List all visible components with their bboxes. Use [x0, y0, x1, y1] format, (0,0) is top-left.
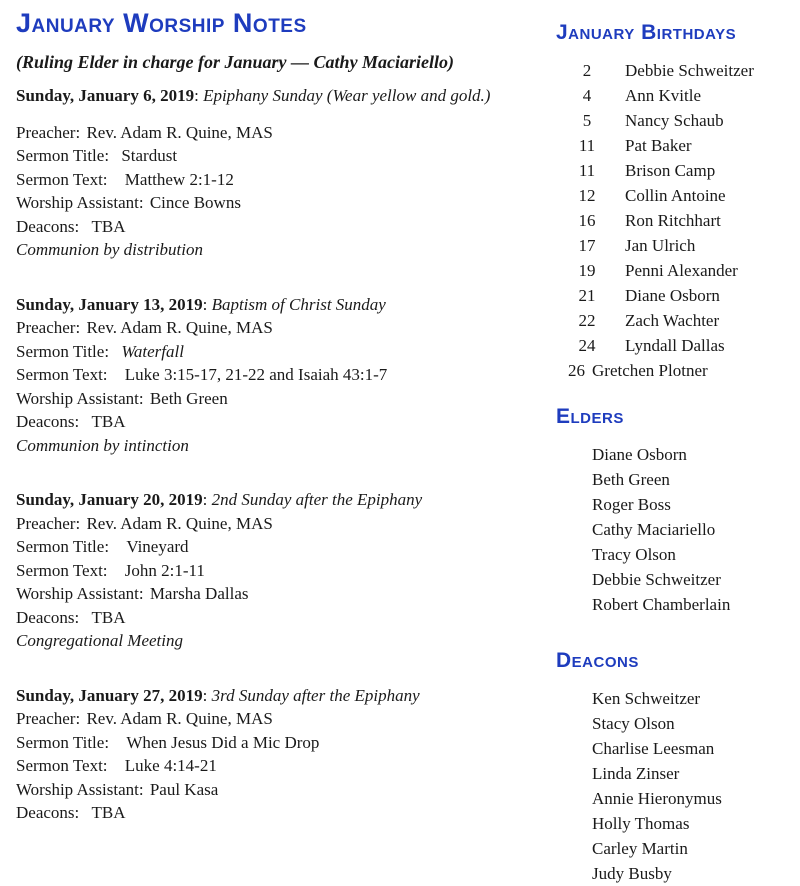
birthday-name: Pat Baker — [625, 136, 692, 155]
birthday-day: 12 — [578, 186, 596, 205]
service-heading — [16, 488, 546, 512]
deacons-label: Deacons: — [16, 412, 80, 431]
birthday-name: Gretchen Plotner — [592, 361, 708, 380]
sermon-title-line — [16, 535, 546, 559]
birthday-day: 16 — [578, 211, 596, 230]
deacon-name: Stacy Olson — [592, 714, 675, 733]
birthday-row — [554, 108, 800, 133]
worship-assistant-line — [16, 778, 546, 802]
birthday-name: Penni Alexander — [625, 261, 738, 280]
deacons-label: Deacons: — [16, 803, 80, 822]
birthday-day: 21 — [578, 286, 596, 305]
service-occasion: Baptism of Christ Sunday — [211, 294, 386, 314]
deacons-value: TBA — [91, 803, 126, 822]
preacher-line — [16, 512, 546, 536]
elders-section — [554, 404, 800, 617]
page-title: January Worship Notes — [16, 8, 307, 38]
deacon-name: Annie Hieronymus — [592, 789, 722, 808]
elder-name: Roger Boss — [592, 495, 671, 514]
preacher-value: Rev. Adam R. Quine, MAS — [86, 709, 273, 728]
sermon-text-label: Sermon Text: — [16, 365, 108, 384]
birthday-day: 5 — [582, 111, 592, 130]
sermon-text-line — [16, 363, 546, 387]
sermon-text-value: Luke 4:14-21 — [124, 756, 217, 775]
birthday-row — [554, 133, 800, 158]
birthday-row — [554, 358, 800, 383]
birthday-row — [554, 233, 800, 258]
service-note: Communion by intinction — [16, 435, 189, 455]
worship-notes-column — [16, 8, 546, 886]
worship-assistant-line — [16, 191, 546, 215]
worship-assistant-label: Worship Assistant: — [16, 388, 144, 408]
birthday-row — [554, 283, 800, 308]
birthday-day: 11 — [578, 161, 596, 180]
sermon-text-value: John 2:1-11 — [124, 560, 205, 580]
sermon-text-line — [16, 754, 546, 778]
deacon-name: Linda Zinser — [592, 764, 680, 783]
birthdays-section — [554, 20, 800, 383]
worship-assistant-line — [16, 387, 546, 411]
date-separator: : — [202, 490, 208, 509]
service-note: Communion by distribution — [16, 240, 204, 259]
birthday-row — [554, 308, 800, 333]
service-date: Sunday, January 20, 2019 — [16, 490, 203, 509]
sermon-title-line — [16, 731, 546, 755]
birthday-name: Jan Ulrich — [625, 236, 696, 255]
sermon-title-value: Stardust — [121, 146, 178, 165]
deacons-line — [16, 215, 546, 239]
date-separator: : — [202, 685, 208, 705]
deacons-label: Deacons: — [16, 216, 80, 236]
deacon-name: Holly Thomas — [592, 814, 690, 833]
deacons-line — [16, 606, 546, 630]
ruling-elder-subtitle: (Ruling Elder in charge for January — Cathy Maciariello) — [16, 52, 455, 72]
worship-assistant-value: Cince Bowns — [149, 193, 241, 212]
elder-name: Tracy Olson — [592, 545, 676, 564]
birthday-name: Debbie Schweitzer — [625, 61, 754, 80]
birthdays-title: January Birthdays — [556, 21, 737, 44]
sermon-text-label: Sermon Text: — [16, 169, 108, 189]
elder-name: Beth Green — [592, 470, 670, 489]
deacons-label: Deacons: — [16, 607, 80, 627]
service-block-jan-13 — [16, 293, 546, 458]
birthday-name: Brison Camp — [625, 161, 716, 180]
birthday-name: Diane Osborn — [625, 286, 720, 305]
sermon-title-line — [16, 144, 546, 168]
service-occasion: 2nd Sunday after the Epiphany — [211, 490, 423, 509]
sermon-text-line — [16, 559, 546, 583]
birthday-row — [554, 208, 800, 233]
sermon-title-label: Sermon Title: — [16, 341, 110, 361]
elder-name: Robert Chamberlain — [592, 595, 731, 614]
sermon-title-label: Sermon Title: — [16, 537, 110, 556]
birthday-row — [554, 183, 800, 208]
preacher-label: Preacher: — [16, 122, 81, 142]
deacon-name: Charlise Leesman — [592, 739, 715, 758]
worship-assistant-label: Worship Assistant: — [16, 779, 144, 799]
birthday-row — [554, 333, 800, 358]
birthday-row — [554, 258, 800, 283]
service-date: Sunday, January 27, 2019 — [16, 685, 203, 705]
service-heading — [16, 84, 546, 108]
preacher-label: Preacher: — [16, 318, 81, 337]
deacons-title: Deacons — [556, 649, 639, 672]
birthday-name: Zach Wachter — [625, 311, 720, 330]
deacon-name: Ken Schweitzer — [592, 689, 701, 708]
service-block-jan-27 — [16, 684, 546, 825]
worship-assistant-value: Beth Green — [149, 388, 228, 408]
elder-name: Debbie Schweitzer — [592, 570, 721, 589]
birthday-day: 24 — [578, 336, 596, 355]
elder-name: Diane Osborn — [592, 445, 687, 464]
sermon-text-value: Luke 3:15-17, 21-22 and Isaiah 43:1-7 — [124, 365, 388, 384]
preacher-label: Preacher: — [16, 513, 81, 533]
elders-list — [554, 442, 800, 617]
service-date: Sunday, January 13, 2019 — [16, 294, 203, 314]
deacons-value: TBA — [91, 216, 126, 236]
preacher-line — [16, 707, 546, 731]
birthday-day: 11 — [578, 136, 596, 155]
sermon-title-value: When Jesus Did a Mic Drop — [126, 732, 320, 752]
service-date: Sunday, January 6, 2019 — [16, 86, 195, 105]
preacher-line — [16, 316, 546, 340]
preacher-line — [16, 121, 546, 145]
birthday-name: Lyndall Dallas — [625, 336, 725, 355]
date-separator: : — [202, 294, 208, 314]
service-block-jan-6 — [16, 84, 546, 262]
deacons-value: TBA — [91, 607, 126, 627]
worship-assistant-line — [16, 582, 546, 606]
deacons-section — [554, 648, 800, 886]
sermon-text-label: Sermon Text: — [16, 560, 108, 580]
sermon-text-line — [16, 168, 546, 192]
sermon-text-value: Matthew 2:1-12 — [124, 169, 234, 189]
birthday-row — [554, 158, 800, 183]
service-occasion: Epiphany Sunday (Wear yellow and gold.) — [203, 86, 491, 105]
birthday-name: Nancy Schaub — [625, 111, 724, 130]
worship-assistant-label: Worship Assistant: — [16, 193, 144, 212]
birthday-row — [554, 58, 800, 83]
service-heading — [16, 293, 546, 317]
elders-title: Elders — [556, 405, 624, 428]
birthday-name: Ann Kvitle — [625, 86, 702, 105]
worship-assistant-value: Paul Kasa — [149, 779, 219, 799]
preacher-value: Rev. Adam R. Quine, MAS — [86, 318, 273, 337]
sermon-title-label: Sermon Title: — [16, 146, 110, 165]
birthday-day: 17 — [578, 236, 596, 255]
sermon-title-line — [16, 340, 546, 364]
service-note: Congregational Meeting — [16, 631, 183, 650]
birthday-day: 2 — [582, 61, 592, 80]
deacons-line — [16, 410, 546, 434]
preacher-value: Rev. Adam R. Quine, MAS — [86, 513, 273, 533]
date-separator: : — [194, 86, 199, 105]
service-block-jan-20 — [16, 488, 546, 653]
deacons-line — [16, 801, 546, 825]
worship-assistant-value: Marsha Dallas — [149, 584, 249, 603]
birthday-day: 4 — [582, 86, 592, 105]
preacher-label: Preacher: — [16, 709, 81, 728]
birthday-day: 22 — [578, 311, 596, 330]
elder-name: Cathy Maciariello — [592, 520, 716, 539]
preacher-value: Rev. Adam R. Quine, MAS — [86, 122, 273, 142]
service-heading — [16, 684, 546, 708]
deacon-name: Carley Martin — [592, 839, 688, 858]
birthday-row — [554, 83, 800, 108]
sermon-title-value: Waterfall — [121, 341, 184, 361]
birthdays-list — [554, 58, 800, 383]
sidebar-column — [554, 8, 800, 886]
deacon-name: Judy Busby — [592, 864, 672, 883]
birthday-day: 26 — [568, 361, 585, 380]
sermon-title-value: Vineyard — [126, 537, 189, 556]
birthday-name: Collin Antoine — [625, 186, 726, 205]
birthday-day: 19 — [578, 261, 596, 280]
birthday-name: Ron Ritchhart — [625, 211, 721, 230]
deacons-value: TBA — [91, 412, 126, 431]
worship-assistant-label: Worship Assistant: — [16, 584, 144, 603]
sermon-title-label: Sermon Title: — [16, 732, 110, 752]
sermon-text-label: Sermon Text: — [16, 756, 108, 775]
service-occasion: 3rd Sunday after the Epiphany — [211, 685, 420, 705]
deacons-list — [554, 686, 800, 886]
